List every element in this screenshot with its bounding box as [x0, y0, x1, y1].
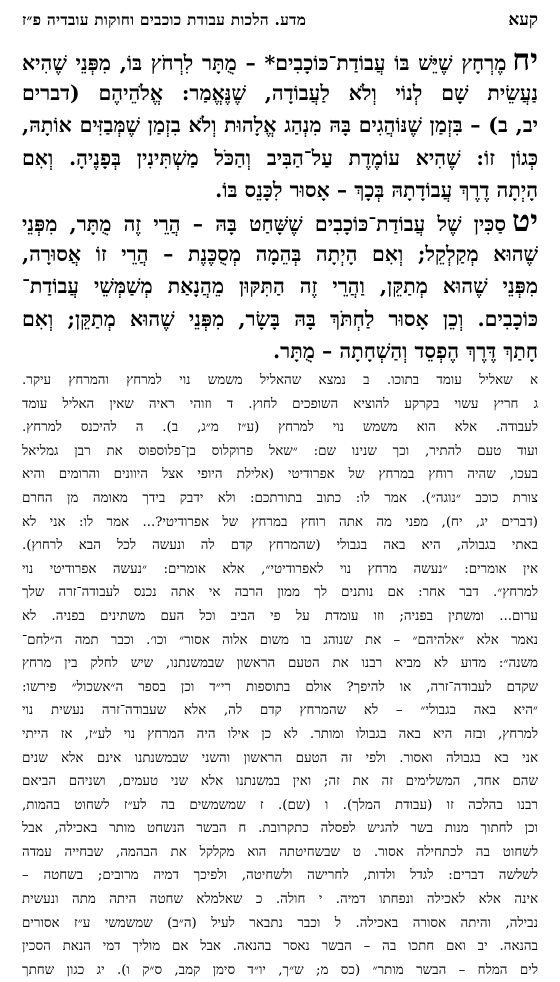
line-text: חָתַךְ דֶּרֶךְ הֶפְסֵד וְהַשְׁחָתָה – מֻתָּר. [273, 338, 538, 363]
line-text: מֶרְחָץ שֶׁיֵּשׁ בּוֹ עֲבוֹדַת־כּוֹכָבִים* – מֻתָּר לִרְחֹץ בּוֹ, מִפְּנֵי שֶׁהִיא [22, 51, 507, 75]
text-line [22, 335, 538, 367]
footnote-line: לשחוט בה לכתחילה אסור. ט שבשחיטתה הוא מקלקל את הבהמה, שבחייה עמדה [22, 844, 538, 860]
footnote-line: בעכו, שהיה רוחץ במרחץ של אפרודיטי (אלילת היופי אצל היוונים והרומים והיא [22, 467, 538, 483]
footnote-line: למרחץ, ובזה היא באה בגבולו ומותר. לא כן אילו היה המרחץ נוי לע״ז, אז הייתי [22, 726, 538, 742]
main-text [22, 45, 538, 367]
footnote-line: אינה אלא לאכילה ונפחתו דמיה. י חולה. כ שאלמלא שחטה היתה מתה ונעשית [22, 892, 538, 908]
footnote-line: צורת כוכב ״נוגה״). אמר לו: כתוב בתורתכם: ולא ידבק בידך מאומה מן החרם [22, 490, 538, 506]
footnote-line: נבילה, והיתה אסורה באכילה. ל וכבר נתבאר לעיל (ה״ב) שמשמשי ע״ז אסורים [22, 915, 538, 931]
line-text: נַעֲשֵׂית שָׁם לְנוֹי וְלֹא לַעֲבוֹדָה, שֶׁנֶּאֱמַר: אֱלֹהֵיהֶם (דברים [22, 81, 538, 106]
footnote-line: משנה״: מדוע לא מביא רבנו את הטעם הראשון שבמשנתנו, שיש לחלק בין מרחץ [22, 656, 538, 672]
footnote-line: באתי בגבולה, היא באה בגבולי (שהמרחץ קדם לה ונעשה לכל הבא לרחוץ). [22, 538, 538, 554]
text-line [22, 109, 538, 141]
running-title: מדע. הלכות עבודת כוכבים וחוקות עובדיה פ״ז [22, 10, 307, 29]
footnote-line: ״היא באה בגבולי״ – לא שהמרחץ קדם לה, אלא שעבודה־זרה נעשית נוי [22, 703, 538, 719]
footnote-line: בהנאה. יב ואם חתכו בה – הבשר נאסר בהנאה. אבל אם מוליך דמי הנאת הסכין [22, 939, 538, 955]
footnote-line: לים המלח – הבשר מותר״ (כס מ; ש״ך, יו״ד סימן קמב, ס״ק ו). יג כגון שחתך [22, 962, 538, 978]
line-text: הָיְתָה דֶרֶךְ עֲבוֹדָתָהּ בְּכָךְ – אָסוּר לִכָּנֵס בּוֹ. [215, 177, 538, 202]
line-text: יב, ב) – בִּזְמַן שֶׁנּוֹהֲגִים בָּהּ מִנְהַג אֱלָהוּת וְלֹא בִזְמַן שֶׁמְּבַזִּים אוֹתָהּ, [22, 113, 538, 138]
text-line [22, 206, 538, 238]
text-line [22, 270, 538, 302]
footnote-line: ערום... ומשתין בפניה; וזו עומדת על פי הביב וכל העם משתינים בפניה. לא [22, 608, 538, 624]
text-line [22, 303, 538, 335]
text-line [22, 77, 538, 109]
footnote-line: א שאליל עומד בתוכו. ב נמצא שהאליל משמש נוי למרחץ והמרחץ עיקר. [22, 373, 538, 388]
line-text: סַכִּין שֶׁל עֲבוֹדַת־כּוֹכָבִים שֶׁשָּׁחַט בָּהּ – הֲרֵי זֶה מֻתָּר, מִפְּנֵי [22, 211, 506, 236]
footnote-line: לעבודה. אלא הוא משמש נוי למרחץ (ע״ז מ״ג, ב). ה להיכנס למרחץ. [22, 420, 538, 436]
running-header [22, 8, 538, 32]
footnote-line: וכן לחתוך מנות בשר להגיש לפסלה כתקרובת. ח הבשר הנשחט מותר באכילה, אבל [22, 821, 538, 837]
footnote-line: לשלשה דברים: לגדל ולדות, לחרישה ולשחיטה, ולפיכך דמיה מרובים; בשחטה – [22, 868, 538, 884]
footnote-line: למרחץ״. דבר אחר: אם נותנים לך ממון הרבה אי אתה נכנס לעבודה־זרה שלך [22, 585, 538, 601]
line-text: כּוֹכָבִים. וְכֵן אָסוּר לַחְתֹּךְ בָּהּ בָּשָׂר, מִפְּנֵי שֶׁהוּא מְתַקֵּן; וְאִם [22, 306, 538, 331]
footnote-line: ג חריץ עשוי בקרקע להוציא השופכים לחוץ. ד וזוהי ראיה שאין האליל עומד [22, 396, 538, 412]
page-number: קעא [508, 10, 538, 30]
footnote-line: (דברים יג, יח), מפני מה אתה רוחץ במרחץ של אפרודיטי?... אמר לו: אני לא [22, 514, 538, 530]
footnotes [22, 369, 538, 982]
line-text: כְּגוֹן זוֹ: שֶׁהִיא עוֹמֶדֶת עַל־הַבִּיב וְהַכֹּל מַשְׁתִּינִין בְּפָנֶיהָ. וְאִם [22, 145, 538, 170]
footnote-line: שקדם לעבודה־זרה, או להיפך? אולם בתוספות רי״ד וכן בספר ה״אשכול״ פירשו: [22, 679, 538, 695]
footnote-line: אני בא בגבולה ואסור. ולפי זה הטעם הראשון והשני שבמשנתנו אינם אלא שנים [22, 750, 538, 766]
footnote-line: רבנו בהלכה זו (עבודת המלך). ו (שם). ז שמשמשים בה לע״ז לשחוט בהמות, [22, 797, 538, 813]
footnote-line: ועוד טעם להתיר, וכך שנינו שם: ״שאל פרוקלוס בן־פלוספוס את רבן גמליאל [22, 443, 538, 459]
halakha-number: יח [512, 45, 538, 78]
line-text: מִפְּנֵי שֶׁהוּא מְתַקֵּן, וַהֲרֵי זֶה הַתִּקּוּן מֵהֲנָאַת מְשַׁמְּשֵׁי עֲבוֹדַת־ [22, 274, 538, 299]
text-line [22, 174, 538, 206]
footnote-line: אין אומרים: ״נעשה מרחץ נוי לאפרודיטי״, אלא אומרים: ״נעשה אפרודיטי נוי [22, 561, 538, 577]
line-text: שֶׁהוּא מְקַלְקֵל; וְאִם הָיְתָה בְּהֵמָה מְסֻכֶּנֶת – הֲרֵי זוֹ אֲסוּרָה, [22, 242, 538, 267]
footnote-line: נאמר אלא ״אלהיהם״ – את שנוהג בו משום אלוה אסור״ וכו׳. וכבר תמה ה״לחם־ [22, 632, 538, 648]
footnote-line: שהם אחד, המשלימים זה את זה; ואין במשנתנו אלא שני טעמים, ושניהם הביאם [22, 774, 538, 790]
text-line [22, 45, 538, 77]
text-line [22, 142, 538, 174]
halakha-number: יט [512, 205, 538, 239]
text-line [22, 238, 538, 270]
